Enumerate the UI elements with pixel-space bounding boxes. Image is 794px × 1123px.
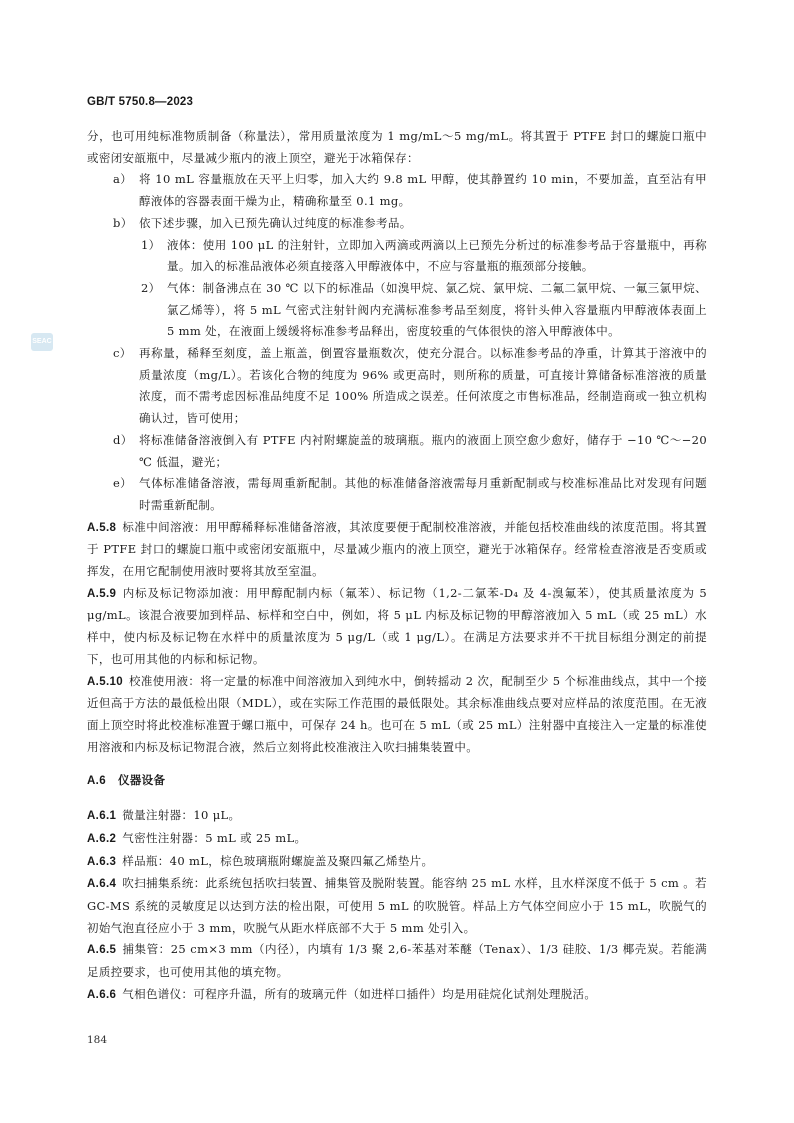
section-heading-a-6: [87, 771, 707, 793]
section-text: 吹扫捕集系统：此系统包括吹扫装置、捕集管及脱附装置。能容纳 25 mL 水样，且水样深度不低于 5 cm 。若 GC-MS 系统的灵敏度足以达到方法的检出限，可使用 5 mL 的吹脱管。样品上方气体空间应小于 15 mL，吹脱气的初始气泡直径应小于 3 mm，吹脱气从距水样底部不大于 5 mm 处引入。: [87, 876, 707, 935]
list-label: c）: [113, 346, 132, 361]
section-text: 内标及标记物添加液：用甲醇配制内标（氟苯）、标记物（1,2-二氯苯-D₄ 及 4-溴氟苯），使其质量浓度为 5 μg/mL。该混合液要加到样品、标样和空白中，例如，将 5 μL 内标及标记物的甲醇溶液加入 5 mL（或 25 mL）水样中，使内标及标记物在水样中的质量浓度为 5 μg/L（或 1 μg/L）。在满足方法要求并不干扰目标组分测定的前提下，也可用其他的内标和标记物。: [87, 585, 707, 666]
list-item-b: [87, 213, 707, 235]
sublist-label: 1）: [141, 237, 161, 252]
sublist-item-2: [87, 278, 707, 343]
document-header: GB/T 5750.8—2023: [87, 96, 194, 108]
section-a-6-3: [87, 851, 707, 874]
sublist-text: 气体：制备沸点在 30 ℃ 以下的标准品（如溴甲烷、氯乙烷、氯甲烷、二氟二氯甲烷、一氟三氯甲烷、氯乙烯等），将 5 mL 气密式注射针阀内充满标准参考品至刻度，将针头伸入容量瓶内甲醇液体表面上 5 mm 处，在液面上缓缓将标准参考品释出，密度较重的气体很快的溶入甲醇液体中。: [167, 280, 707, 339]
page-number: 184: [87, 1034, 108, 1046]
heading-number: A.6: [87, 775, 106, 788]
section-number: A.6.3: [87, 855, 117, 868]
section-a-6-4: [87, 873, 707, 939]
intro-paragraph: 分，也可用纯标准物质制备（称量法），常用质量浓度为 1 mg/mL～5 mg/mL。将其置于 PTFE 封口的螺旋口瓶中或密闭安瓿瓶中，尽量减少瓶内的液上顶空，避光于冰箱保存：: [87, 129, 707, 165]
list-text: 依下述步骤，加入已预先确认过纯度的标准参考品。: [139, 215, 412, 230]
section-number: A.6.1: [87, 810, 117, 823]
section-a-6-6: [87, 984, 707, 1007]
list-item-e: [87, 473, 707, 516]
list-text: 将标准储备溶液倒入有 PTFE 内衬附螺旋盖的玻璃瓶。瓶内的液面上顶空愈少愈好，储存于 −10 ℃～−20 ℃ 低温，避光；: [139, 432, 707, 469]
sublist-item-1: [87, 235, 707, 278]
section-a-5-9: [87, 583, 707, 671]
section-a-6-5: [87, 939, 707, 983]
section-text: 样品瓶：40 mL，棕色玻璃瓶附螺旋盖及聚四氟乙烯垫片。: [122, 853, 434, 868]
page-content: [87, 126, 707, 1006]
section-number: A.5.10: [87, 675, 123, 688]
list-text: 再称量，稀释至刻度，盖上瓶盖，倒置容量瓶数次，使充分混合。以标准参考品的净重，计算其于溶液中的质量浓度（mg/L）。若该化合物的纯度为 96% 或更高时，则所称的质量，可直接计算储备标准溶液的质量浓度，而不需考虑因标准品纯度不足 100% 所造成之误差。任何浓度之市售标准品，经制造商或一独立机构确认过，皆可使用；: [139, 346, 707, 426]
section-number: A.6.5: [87, 944, 117, 957]
list-text: 将 10 mL 容量瓶放在天平上归零，加入大约 9.8 mL 甲醇，使其静置约 10 min，不要加盖，直至沾有甲醇液体的容器表面干燥为止，精确称量至 0.1 mg。: [139, 172, 707, 209]
section-text: 气密性注射器：5 mL 或 25 mL。: [122, 830, 307, 845]
section-a-5-8: [87, 517, 707, 583]
list-label: d）: [113, 432, 133, 447]
list-text: 气体标准储备溶液，需每周重新配制。其他的标准储备溶液需每月重新配制或与校准标准品比对发现有问题时需重新配制。: [139, 476, 707, 512]
list-label: b）: [113, 215, 133, 230]
section-number: A.5.8: [87, 521, 117, 534]
section-number: A.5.9: [87, 587, 117, 600]
list-item-c: [87, 343, 707, 430]
seac-watermark-logo: SEAC: [31, 333, 53, 351]
section-number: A.6.4: [87, 878, 117, 891]
list-label: e）: [113, 476, 133, 491]
sublist-text: 液体：使用 100 μL 的注射针，立即加入两滴或两滴以上已预先分析过的标准参考品于容量瓶中，再称量。加入的标准品液体必须直接落入甲醇液体中，不应与容量瓶的瓶颈部分接触。: [167, 237, 707, 274]
section-a-6-2: [87, 828, 707, 851]
section-number: A.6.6: [87, 988, 117, 1001]
section-a-6-1: [87, 805, 707, 828]
section-text: 气相色谱仪：可程序升温，所有的玻璃元件（如进样口插件）均是用硅烷化试剂处理脱活。: [122, 986, 597, 1001]
section-text: 校准使用液：将一定量的标准中间溶液加入到纯水中，倒转摇动 2 次，配制至少 5 个标准曲线点，其中一个接近但高于方法的最低检出限（MDL），或在实际工作范围的最低限处。其余标准曲线点要对应样品的浓度范围。在无液面上顶空时将此校准标准置于螺口瓶中，可保存 24 h。也可在 5 mL（或 25 mL）注射器中直接注入一定量的标准使用溶液和内标及标记物混合液，然后立刻将此校准液注入吹扫捕集装置中。: [87, 673, 707, 754]
section-text: 微量注射器：10 μL。: [122, 808, 241, 823]
sublist-label: 2）: [141, 280, 161, 295]
list-item-a: [87, 169, 707, 212]
section-text: 捕集管：25 cm×3 mm（内径），内填有 1/3 聚 2,6-苯基对苯醚（Tenax）、1/3 硅胶、1/3 椰壳炭。若能满足质控要求，也可使用其他的填充物。: [87, 942, 707, 980]
heading-title: 仪器设备: [117, 775, 166, 788]
list-item-d: [87, 430, 707, 473]
section-number: A.6.2: [87, 832, 117, 845]
section-a-5-10: [87, 671, 707, 759]
list-label: a）: [113, 172, 133, 187]
section-text: 标准中间溶液：用甲醇稀释标准储备溶液，其浓度要便于配制校准溶液，并能包括校准曲线的浓度范围。将其置于 PTFE 封口的螺旋口瓶中或密闭安瓿瓶中，尽量减少瓶内的液上顶空，避光于冰箱保存。经常检查溶液是否变质或挥发，在用它配制使用液时要将其放至室温。: [87, 519, 707, 579]
